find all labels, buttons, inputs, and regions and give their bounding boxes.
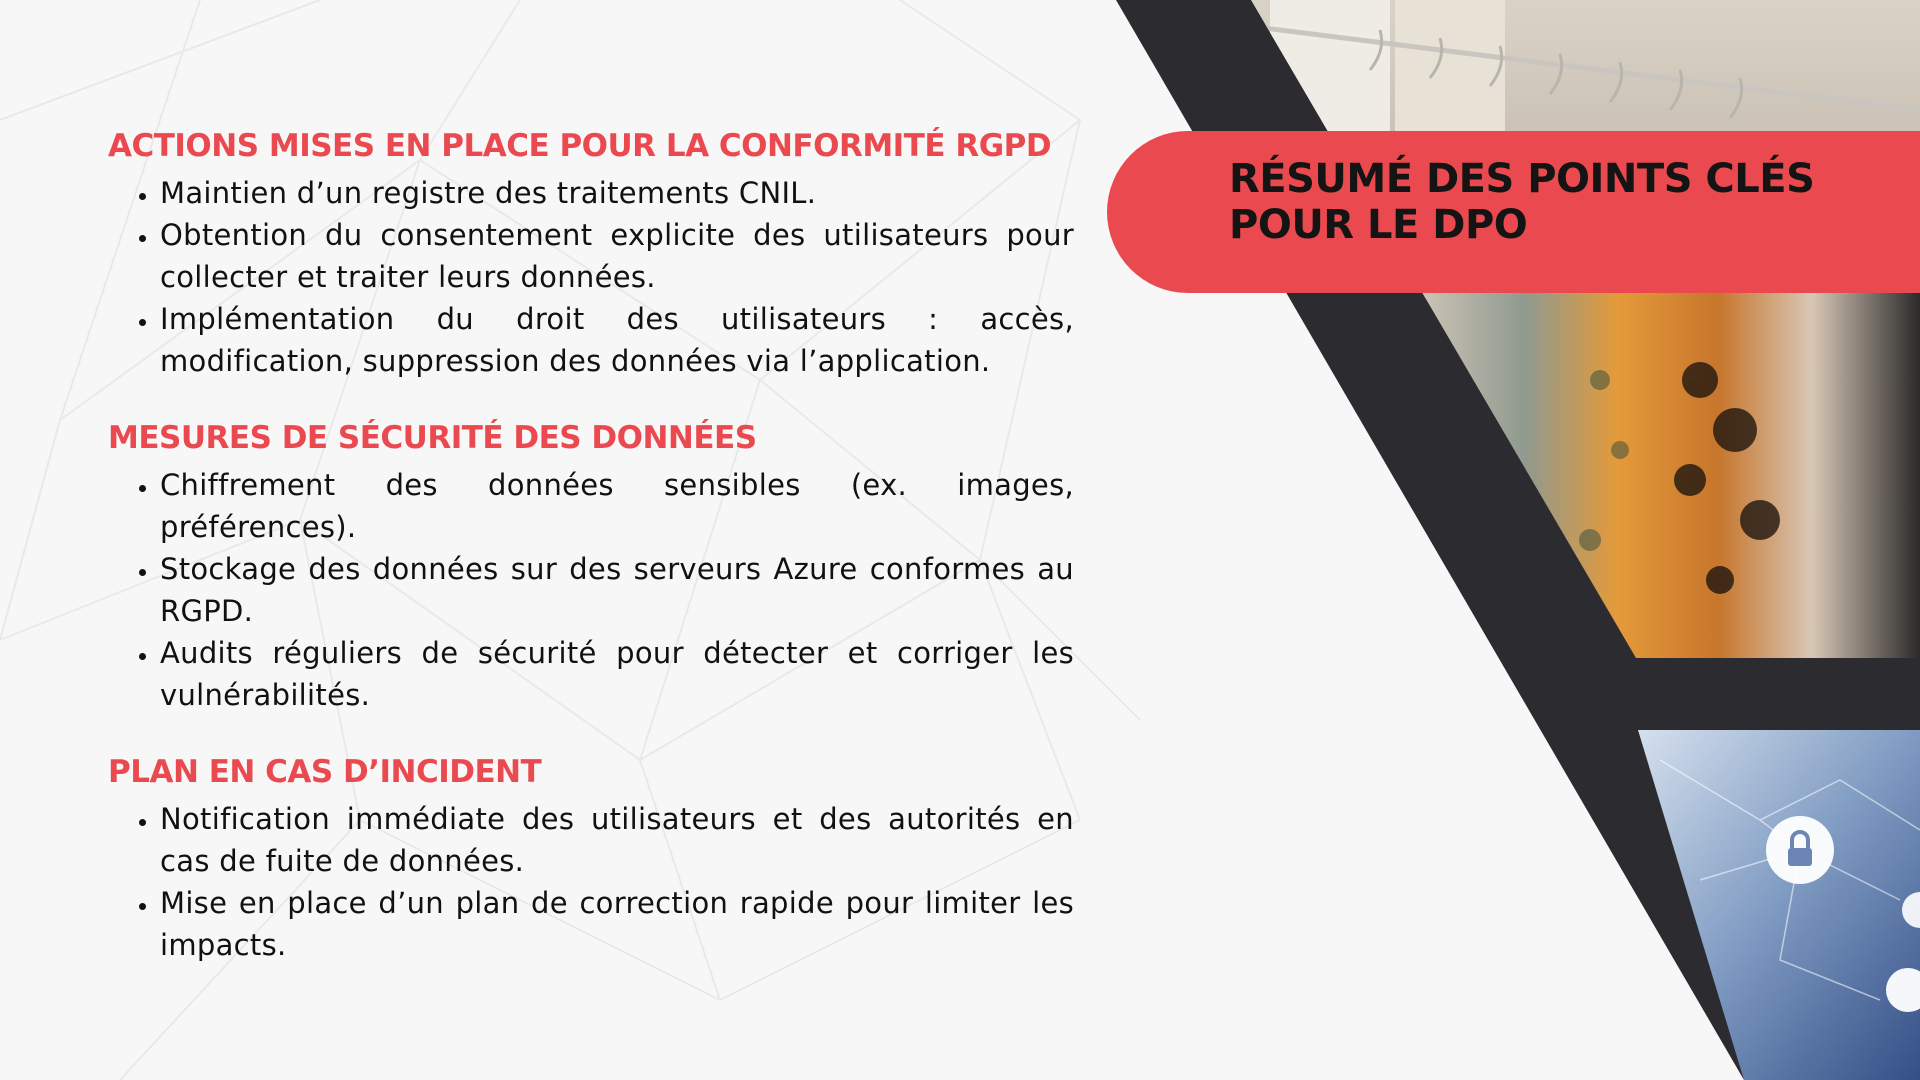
main-content (108, 124, 1074, 1000)
list-item: • Mise en place d’un plan de correction rapide pour limiter les impacts. (160, 882, 1074, 966)
list-item: • Stockage des données sur des serveurs Azure conformes au RGPD. (160, 548, 1074, 632)
section-incident-plan (108, 750, 1074, 966)
section-title: PLAN EN CAS D’INCIDENT (108, 754, 542, 790)
bullet-list (108, 172, 1074, 382)
list-item: • Obtention du consentement explicite des utilisateurs pour collecter et traiter leurs données. (160, 214, 1074, 298)
section-title: ACTIONS MISES EN PLACE POUR LA CONFORMITÉ RGPD (108, 128, 1052, 164)
banner-title-line2: POUR LE DPO (1229, 202, 1528, 248)
section-title: MESURES DE SÉCURITÉ DES DONNÉES (108, 420, 757, 456)
list-item: • Chiffrement des données sensibles (ex. images, préférences). (160, 464, 1074, 548)
list-item: • Implémentation du droit des utilisateurs : accès, modification, suppression des données via l’application. (160, 298, 1074, 382)
list-item: • Notification immédiate des utilisateurs et des autorités en cas de fuite de données. (160, 798, 1074, 882)
section-rgpd-compliance (108, 124, 1074, 382)
bullet-list (108, 798, 1074, 966)
banner-title (1229, 156, 1889, 248)
list-item: • Maintien d’un registre des traitements CNIL. (160, 172, 1074, 214)
list-item: • Audits réguliers de sécurité pour détecter et corriger les vulnérabilités. (160, 632, 1074, 716)
banner-title-line1: RÉSUMÉ DES POINTS CLÉS (1229, 156, 1815, 202)
section-data-security (108, 416, 1074, 716)
bullet-list (108, 464, 1074, 716)
